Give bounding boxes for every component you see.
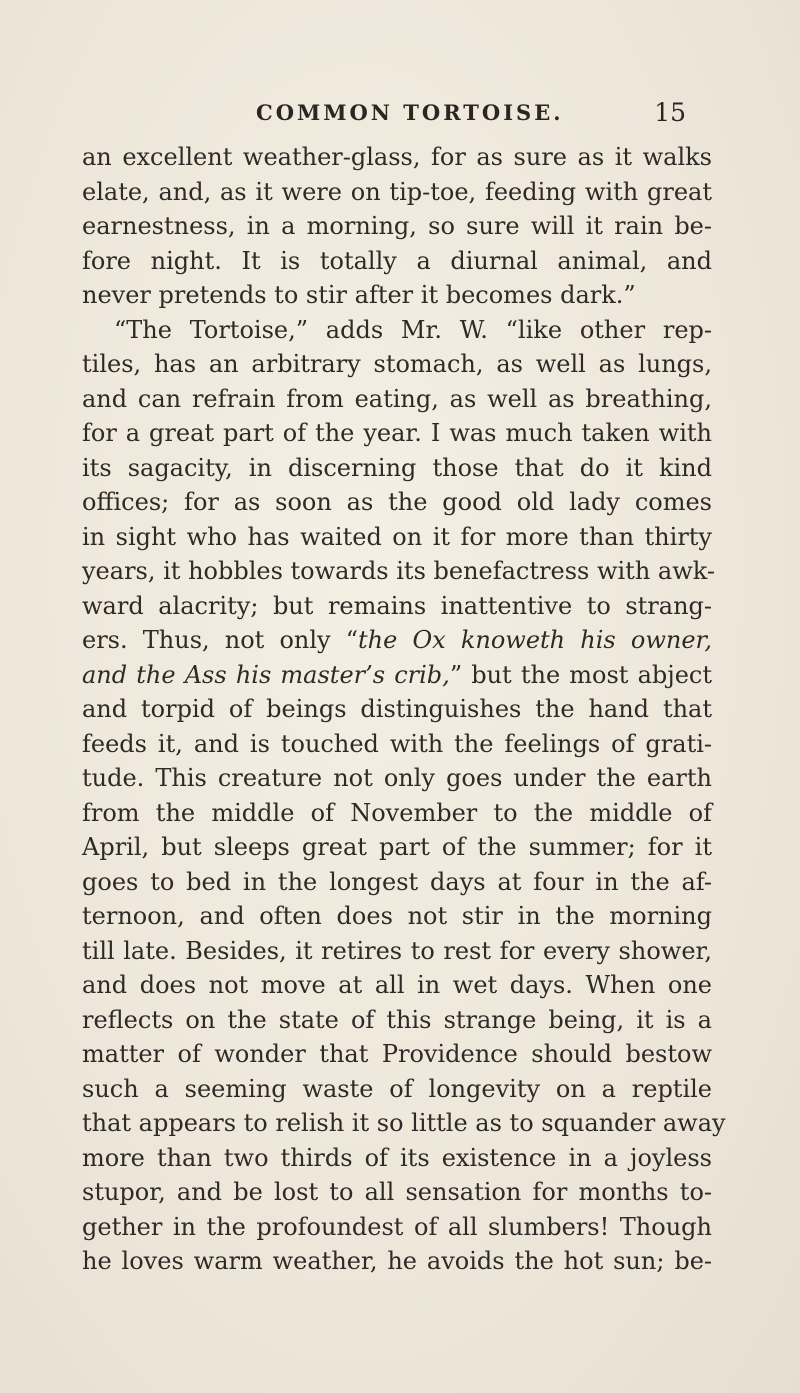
text-line: stupor, and be lost to all sensation for months to- — [82, 1178, 712, 1206]
text-line: never pretends to stir after it becomes dark.” — [82, 281, 636, 309]
text-line: fore night. It is totally a diurnal animal, and — [82, 246, 712, 275]
text-segment: ” but the most abject — [449, 660, 712, 689]
text-line: goes to bed in the longest days at four in the af- — [82, 867, 712, 896]
text-line: for a great part of the year. I was much taken with — [82, 419, 712, 447]
running-title: COMMON TORTOISE. — [256, 100, 564, 125]
text-line: till late. Besides, it retires to rest for every shower, — [82, 936, 712, 965]
text-line: that appears to relish it so little as to squander away — [82, 1109, 726, 1137]
text-line: tiles, has an arbitrary stomach, as well as lungs, — [82, 350, 712, 378]
text-line-mixed — [82, 623, 712, 658]
text-line: and torpid of beings distinguishes the hand that — [82, 695, 712, 723]
text-line: “The Tortoise,” adds Mr. W. “like other rep- — [114, 315, 712, 344]
text-line: offices; for as soon as the good old lady comes — [82, 488, 712, 516]
text-line: matter of wonder that Providence should bestow — [82, 1040, 712, 1068]
text-line: in sight who has waited on it for more than thirty — [82, 522, 712, 551]
text-line: and can refrain from eating, as well as breathing, — [82, 384, 712, 413]
text-line: tude. This creature not only goes under the earth — [82, 764, 712, 792]
text-line: years, it hobbles towards its benefactress with awk- — [82, 557, 715, 585]
text-line: elate, and, as it were on tip-toe, feeding with great — [82, 177, 712, 206]
text-line: reflects on the state of this strange being, it is a — [82, 1005, 712, 1034]
text-line: such a seeming waste of longevity on a reptile — [82, 1074, 712, 1103]
text-line-mixed — [82, 658, 712, 693]
text-segment: ers. Thus, not only “ — [82, 626, 359, 654]
running-head — [96, 96, 686, 136]
text-line: and does not move at all in wet days. When one — [82, 971, 712, 999]
body-text — [82, 140, 726, 1279]
text-line: more than two thirds of its existence in a joyless — [82, 1143, 712, 1172]
text-line: feeds it, and is touched with the feelings of grati- — [82, 729, 712, 758]
page-number: 15 — [654, 98, 686, 127]
italic-quote: the Ox knoweth his owner, — [358, 626, 712, 654]
text-line: he loves warm weather, he avoids the hot sun; be- — [82, 1247, 712, 1275]
text-line: from the middle of November to the middle of — [82, 798, 712, 827]
italic-quote: and the Ass his master’s crib, — [82, 660, 450, 689]
text-line: gether in the profoundest of all slumbers! Though — [82, 1212, 712, 1241]
text-line: ward alacrity; but remains inattentive to strang- — [82, 591, 712, 620]
text-line: earnestness, in a morning, so sure will it rain be- — [82, 212, 712, 240]
text-line: its sagacity, in discerning those that do it kind — [82, 453, 712, 482]
text-line: ternoon, and often does not stir in the morning — [82, 902, 712, 930]
text-line: an excellent weather-glass, for as sure as it walks — [82, 143, 712, 171]
text-line: April, but sleeps great part of the summer; for it — [82, 833, 712, 861]
